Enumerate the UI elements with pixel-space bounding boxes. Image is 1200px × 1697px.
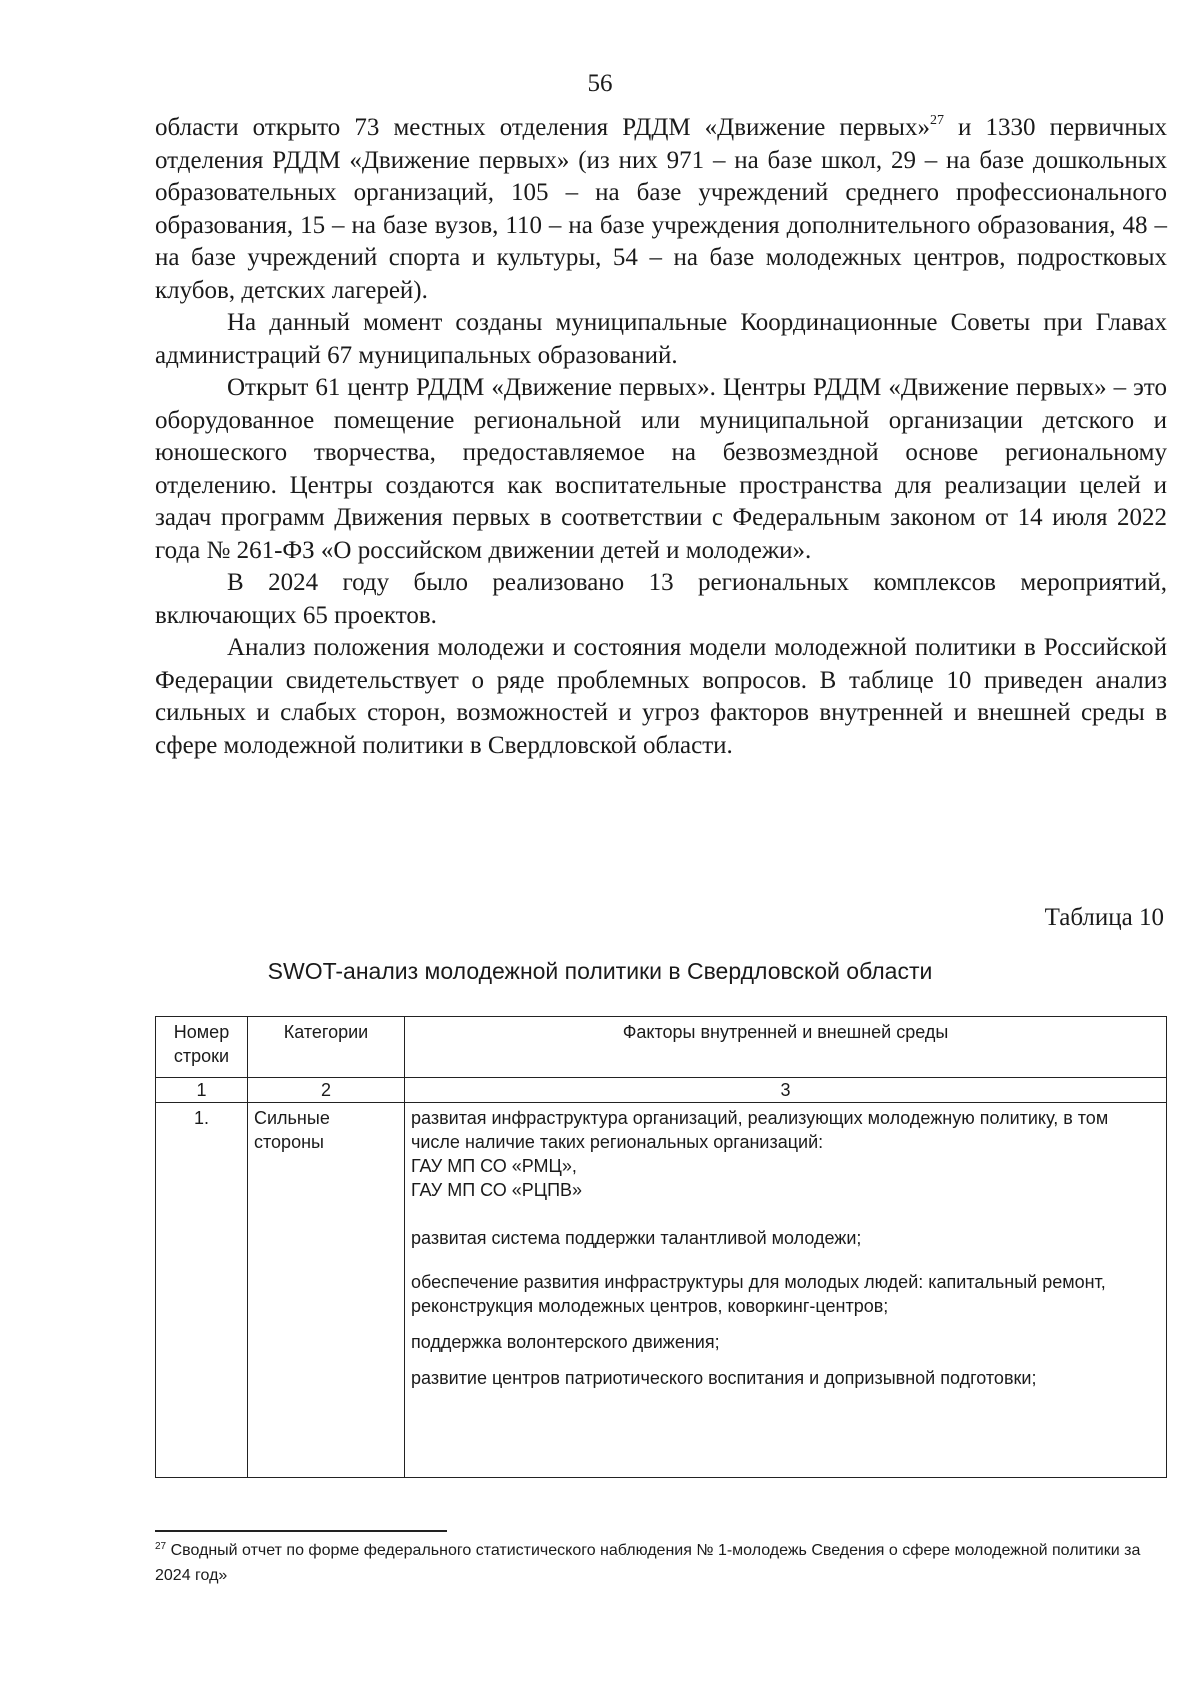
table-header-row [156,1017,1167,1078]
factor-item: поддержка волонтерского движения; [411,1332,720,1352]
factor-item: ГАУ МП СО «РЦПВ» [411,1180,583,1200]
factor-item: обеспечение развития инфраструктуры для молодых людей: капитальный ремонт, реконструкция молодежных центров, коворкинг-центров; [411,1272,1106,1316]
footnote [155,1538,1167,1588]
paragraph-text: и 1330 первичных отделения РДДМ «Движение первых» (из них 971 – на базе школ, 29 – на базе дошкольных образовательных организаций, 105 – на базе учреждений среднего профессионального образования, 15 – на базе вузов, 110 – на базе учреждения дополнительного образования, 48 – на базе учреждений спорта и культуры, 54 – на базе молодежных центров, подростковых клубов, детских лагерей). [155,114,1167,304]
page-number: 56 [587,70,613,97]
column-number-cell: 3 [405,1078,1167,1103]
factor-item: ГАУ МП СО «РМЦ», [411,1156,577,1176]
footnote-text: Сводный отчет по форме федерального статистического наблюдения № 1-молодежь Сведения о сфере молодежной политики за 2024 год» [155,1542,1141,1584]
swot-table [155,1016,1167,1478]
header-cell: Факторы внутренней и внешней среды [405,1017,1167,1078]
table-caption: Таблица 10 [1044,904,1164,931]
paragraph: На данный момент созданы муниципальные Координационные Советы при Главах администраций 67 муниципальных образований. [155,309,1167,369]
header-cell: Номер строки [156,1017,248,1078]
footnote-marker: 27 [155,1541,167,1552]
factor-item: развитие центров патриотического воспитания и допризывной подготовки; [411,1368,1037,1388]
footnote-ref[interactable]: 27 [929,113,944,128]
category-cell: Сильные стороны [248,1103,405,1478]
body-text [155,112,1167,762]
paragraph: Анализ положения молодежи и состояния модели молодежной политики в Российской Федерации свидетельствует о ряде проблемных вопросов. В таблице 10 приведен анализ сильных и слабых сторон, возможностей и угроз факторов внутренней и внешней среды в сфере молодежной политики в Свердловской области. [155,634,1167,759]
paragraph [155,112,1167,307]
header-cell: Категории [248,1017,405,1078]
factors-cell [405,1103,1167,1478]
column-number-cell: 1 [156,1078,248,1103]
factor-item: развитая система поддержки талантливой молодежи; [411,1228,862,1248]
paragraph: В 2024 году было реализовано 13 региональных комплексов мероприятий, включающих 65 проектов. [155,569,1167,629]
paragraph: Открыт 61 центр РДДМ «Движение первых». Центры РДДМ «Движение первых» – это оборудованное помещение региональной или муниципальной организации детского и юношеского творчества, предоставляемое на безвозмездной основе региональному отделению. Центры создаются как воспитательные пространства для реализации целей и задач программ Движения первых в соответствии с Федеральным законом от 14 июля 2022 года № 261-ФЗ «О российском движении детей и молодежи». [155,374,1167,564]
row-number-cell: 1. [156,1103,248,1478]
column-number-row [156,1078,1167,1103]
footnote-separator [155,1530,447,1532]
paragraph-text: области открыто 73 местных отделения РДДМ «Движение первых» [155,114,930,141]
column-number-cell: 2 [248,1078,405,1103]
factor-item: развитая инфраструктура организаций, реализующих молодежную политику, в том числе наличие таких региональных организаций: [411,1108,1109,1152]
table-row [156,1103,1167,1478]
table-title: SWOT-анализ молодежной политики в Свердловской области [267,958,933,984]
